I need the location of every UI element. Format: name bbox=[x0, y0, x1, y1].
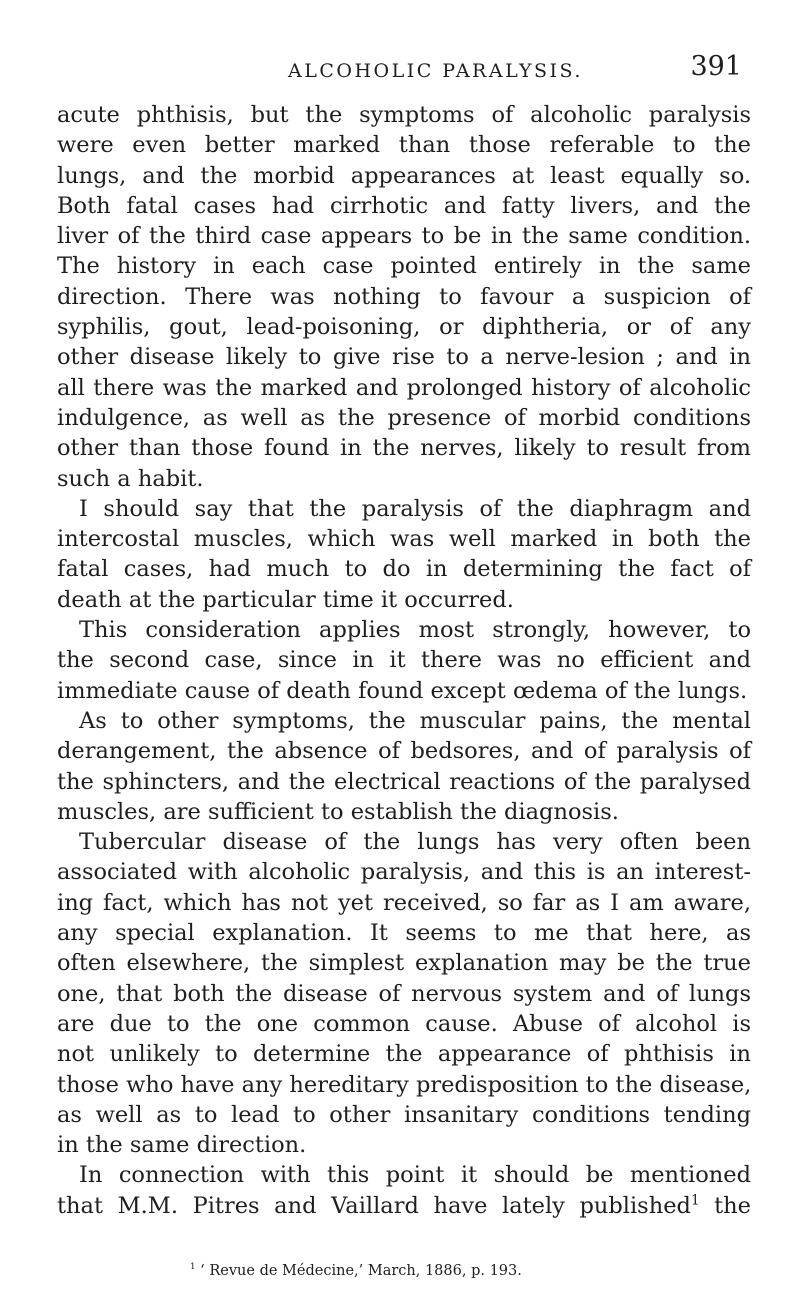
text-line: In connection with this point it should be mentioned bbox=[79, 1162, 751, 1189]
text-line: acute phthisis, but the symptoms of alcoholic paralysis bbox=[57, 102, 751, 128]
text-line: in the same direction. bbox=[57, 1132, 307, 1159]
text-line: As to other symptoms, the muscular pains, the mental bbox=[79, 707, 751, 734]
text-line: muscles, are sufficient to establish the diagnosis. bbox=[57, 798, 619, 825]
text-line-with-footnote-ref bbox=[57, 1191, 751, 1221]
text-line-part: the bbox=[714, 1192, 751, 1219]
text-line: Both fatal cases had cirrhotic and fatty livers, and the bbox=[57, 192, 751, 219]
footnote bbox=[190, 1261, 522, 1281]
text-line: The history in each case pointed entirely in the same bbox=[57, 253, 751, 280]
text-line: liver of the third case appears to be in the same condition. bbox=[57, 223, 751, 250]
text-line: those who have any hereditary predisposition to the disease, bbox=[57, 1071, 752, 1098]
footnote-marker: 1 bbox=[190, 1262, 196, 1273]
text-line: derangement, the absence of bedsores, and of paralysis of bbox=[57, 738, 751, 765]
text-line-part: that M.M. Pitres and Vaillard have lately published bbox=[57, 1192, 691, 1219]
text-line: lungs, and the morbid appearances at least equally so. bbox=[57, 162, 751, 189]
text-line: intercostal muscles, which was well marked in both the bbox=[57, 526, 751, 553]
text-line: the second case, since in it there was no efficient and bbox=[57, 647, 751, 674]
text-line: syphilis, gout, lead-poisoning, or diphtheria, or of any bbox=[57, 314, 751, 341]
text-line: any special explanation. It seems to me that here, as bbox=[57, 920, 751, 947]
text-line: This consideration applies most strongly, however, to bbox=[79, 617, 751, 644]
footnote-text: ‘ Revue de Médecine,’ March, 1886, p. 193. bbox=[200, 1263, 522, 1279]
text-line: often elsewhere, the simplest explanation may be the true bbox=[57, 950, 751, 977]
text-line: all there was the marked and prolonged history of alcoholic bbox=[57, 374, 751, 401]
text-line: immediate cause of death found except œdema of the lungs. bbox=[57, 677, 748, 704]
text-line: I should say that the paralysis of the diaphragm and bbox=[79, 495, 751, 522]
text-line: are due to the one common cause. Abuse of alcohol is bbox=[57, 1010, 751, 1037]
text-line: one, that both the disease of nervous system and of lungs bbox=[57, 980, 751, 1007]
text-line: not unlikely to determine the appearance of phthisis in bbox=[57, 1041, 751, 1068]
running-head bbox=[0, 51, 800, 86]
page-number: 391 bbox=[690, 51, 742, 82]
text-line: Tubercular disease of the lungs has very often been bbox=[79, 829, 751, 856]
text-line: death at the particular time it occurred. bbox=[57, 586, 514, 613]
running-title: ALCOHOLIC PARALYSIS. bbox=[288, 60, 583, 82]
text-line: as well as to lead to other insanitary conditions tending bbox=[57, 1101, 751, 1128]
text-line: other disease likely to give rise to a nerve-lesion ; and in bbox=[57, 344, 751, 371]
text-line: associated with alcoholic paralysis, and this is an interest- bbox=[57, 859, 751, 886]
text-line: indulgence, as well as the presence of morbid conditions bbox=[57, 404, 751, 431]
text-line: other than those found in the nerves, likely to result from bbox=[57, 435, 751, 462]
text-line: fatal cases, had much to do in determining the fact of bbox=[57, 556, 751, 583]
text-line: ing fact, which has not yet received, so far as I am aware, bbox=[57, 889, 751, 916]
body-text bbox=[57, 100, 751, 1221]
text-line: direction. There was nothing to favour a suspicion of bbox=[57, 283, 751, 310]
text-line: were even better marked than those referable to the bbox=[57, 132, 751, 159]
text-line: the sphincters, and the electrical reactions of the paralysed bbox=[57, 768, 751, 795]
footnote-reference: 1 bbox=[690, 1192, 700, 1209]
text-line: such a habit. bbox=[57, 465, 204, 492]
